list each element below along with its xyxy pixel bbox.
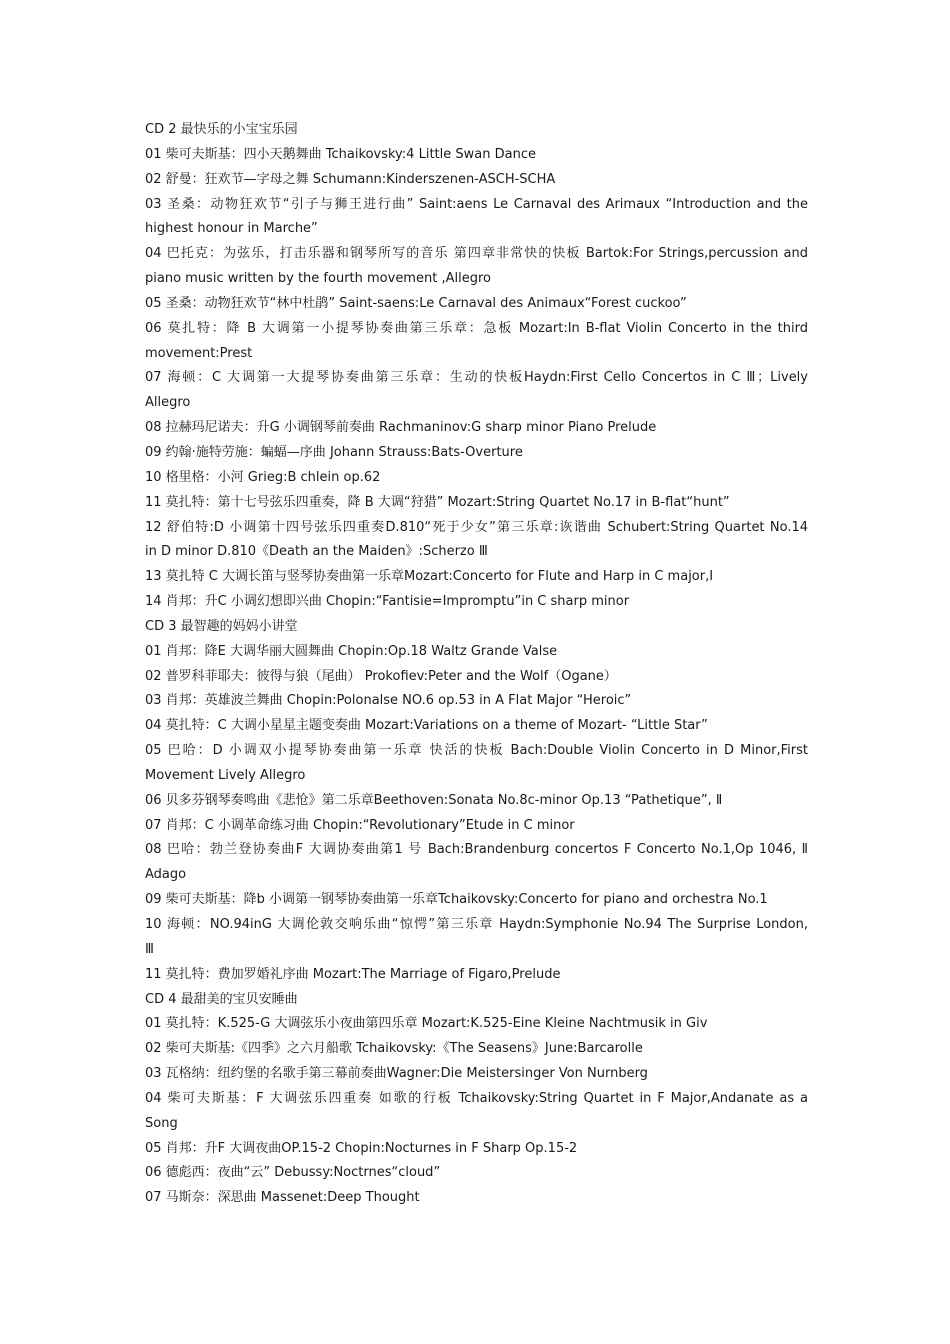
track-line: 10 海顿：NO.94inG 大调伦敦交响乐曲“惊愕”第三乐章 Haydn:Symphonie No.94 The Surprise London, [145,917,808,932]
cd-section-heading: CD 3 最智趣的妈妈小讲堂 [145,618,298,634]
track-line: 12 舒伯特:D 小调第十四号弦乐四重奏D.810“死于少女”第三乐章:诙谐曲 Schubert:String Quartet No.14 [145,519,808,535]
track-line: 01 莫扎特：K.525-G 大调弦乐小夜曲第四乐章 Mozart:K.525-Eine Kleine Nachtmusik in Giv [145,1016,708,1032]
track-line: 08 拉赫玛尼诺夫：升G 小调钢琴前奏曲 Rachmaninov:G sharp minor Piano Prelude [145,420,657,436]
track-line: 07 海顿：C 大调第一大提琴协奏曲第三乐章：生动的快板Haydn:First Cello Concertos in C Ⅲ；Lively [145,370,808,386]
track-line: 09 柴可夫斯基：降b 小调第一钢琴协奏曲第一乐章Tchaikovsky:Concerto for piano and orchestra No.1 [145,892,768,908]
track-line: Movement Lively Allegro [145,767,306,783]
track-line: 10 格里格：小河 Grieg:B chlein op.62 [145,469,381,485]
track-line: movement:Prest [145,345,253,361]
track-line: highest honour in Marche” [145,221,318,237]
track-line: 05 肖邦：升F 大调夜曲OP.15-2 Chopin:Nocturnes in F Sharp Op.15-2 [145,1140,578,1156]
track-line: 13 莫扎特 C 大调长笛与竖琴协奏曲第一乐章Mozart:Concerto for Flute and Harp in C major,I [145,569,714,585]
track-line: Ⅲ [145,941,154,957]
cd-section-heading: CD 4 最甜美的宝贝安睡曲 [145,991,298,1007]
track-line: 05 巴哈：D 小调双小提琴协奏曲第一乐章 快活的快板 Bach:Double Violin Concerto in D Minor,First [145,743,808,759]
track-line: 01 柴可夫斯基：四小天鹅舞曲 Tchaikovsky:4 Little Swan Dance [145,146,536,162]
track-line: 07 马斯奈：深思曲 Massenet:Deep Thought [145,1190,420,1206]
track-line: in D minor D.810《Death an the Maiden》:Scherzo Ⅲ [145,544,488,560]
cd-section-heading: CD 2 最快乐的小宝宝乐园 [145,122,298,137]
track-line: 04 莫扎特：C 大调小星星主题变奏曲 Mozart:Variations on a theme of Mozart- “Little Star” [145,718,708,734]
track-line: 06 贝多芬钢琴奏鸣曲《悲怆》第二乐章Beethoven:Sonata No.8c-minor Op.13 “Pathetique”, Ⅱ [145,792,723,808]
track-line: 08 巴哈：勃兰登协奏曲F 大调协奏曲第1 号 Bach:Brandenburg concertos F Concerto No.1,Op 1046, Ⅱ [145,842,808,858]
track-line: 09 约翰·施特劳施：蝙蝠—序曲 Johann Strauss:Bats-Overture [145,444,523,460]
track-line: Adago [145,867,187,883]
track-line: 07 肖邦：C 小调革命练习曲 Chopin:“Revolutionary”Etude in C minor [145,817,575,833]
track-line: 01 肖邦：降E 大调华丽大圆舞曲 Chopin:Op.18 Waltz Grande Valse [145,643,558,659]
track-line: 06 德彪西：夜曲“云” Debussy:Noctrnes“cloud” [145,1165,441,1181]
track-line: 11 莫扎特：费加罗婚礼序曲 Mozart:The Marriage of Figaro,Prelude [145,966,561,982]
track-line: 14 肖邦：升C 小调幻想即兴曲 Chopin:“Fantisie=Impromptu”in C sharp minor [145,594,630,610]
track-line: 02 柴可夫斯基:《四季》之六月船歌 Tchaikovsky:《The Seasens》June:Barcarolle [145,1041,643,1057]
track-line: 05 圣桑：动物狂欢节“林中杜鹃” Saint-saens:Le Carnaval des Animaux“Forest cuckoo” [145,295,687,311]
track-line: 03 肖邦：英雄波兰舞曲 Chopin:Polonalse NO.6 op.53 in A Flat Major “Heroic” [145,693,632,709]
track-line: piano music written by the fourth movement ,Allegro [145,271,491,287]
track-line: 04 柴可夫斯基：F 大调弦乐四重奏 如歌的行板 Tchaikovsky:String Quartet in F Major,Andanate as a [145,1090,808,1106]
track-line: Song [145,1115,178,1131]
track-line: 06 莫扎特：降 B 大调第一小提琴协奏曲第三乐章：急板 Mozart:In B-flat Violin Concerto in the third [145,320,808,336]
track-line: 02 普罗科菲耶夫：彼得与狼（尾曲） Prokofiev:Peter and the Wolf（Ogane） [145,668,617,684]
track-line: 11 莫扎特：第十七号弦乐四重奏，降 B 大调“狩猎” Mozart:String Quartet No.17 in B-flat“hunt” [145,494,730,510]
track-line: 04 巴托克：为弦乐，打击乐器和钢琴所写的音乐 第四章非常快的快板 Bartok:For Strings,percussion and [145,246,808,262]
track-line: Allegro [145,395,191,411]
track-line: 03 圣桑：动物狂欢节“引子与狮王进行曲” Saint:aens Le Carnaval des Arimaux “Introduction and the [145,196,808,212]
track-line: 03 瓦格纳：纽约堡的名歌手第三幕前奏曲Wagner:Die Meistersinger Von Nurnberg [145,1066,648,1082]
track-line: 02 舒曼：狂欢节—字母之舞 Schumann:Kinderszenen-ASCH-SCHA [145,171,556,187]
document-page [145,118,808,1211]
